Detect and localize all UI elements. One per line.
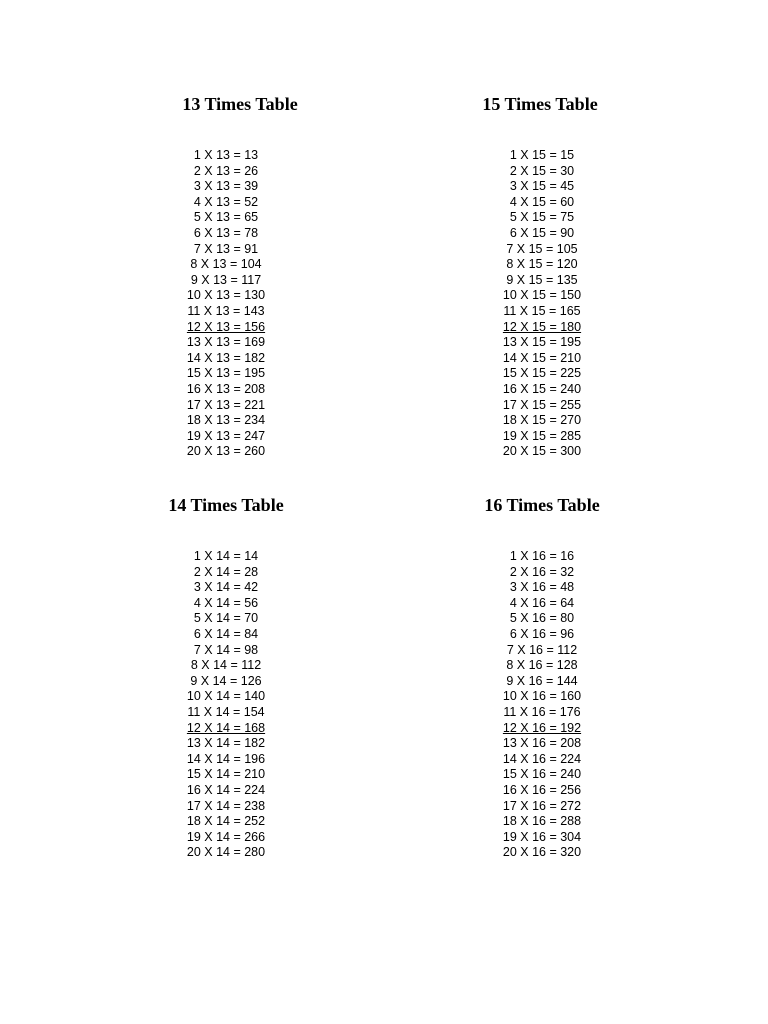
row-text: 15 X 14 = 210 xyxy=(186,767,266,782)
table-row xyxy=(76,658,376,674)
row-text: 16 X 15 = 240 xyxy=(502,381,582,396)
row-text: 8 X 13 = 104 xyxy=(190,257,262,272)
row-text: 1 X 14 = 14 xyxy=(193,549,259,563)
row-text: 7 X 16 = 112 xyxy=(506,642,578,657)
row-text: 10 X 13 = 130 xyxy=(186,288,266,303)
table-row xyxy=(392,611,692,627)
table-row xyxy=(76,366,376,382)
row-text: 13 X 15 = 195 xyxy=(502,335,582,350)
row-text: 5 X 13 = 65 xyxy=(193,210,259,225)
table-row xyxy=(76,611,376,627)
table-row xyxy=(76,721,376,737)
row-text: 5 X 14 = 70 xyxy=(193,611,259,626)
table-row xyxy=(392,413,692,429)
row-text: 13 X 13 = 169 xyxy=(186,335,266,350)
table-row xyxy=(392,689,692,705)
table-title: 16 Times Table xyxy=(484,495,600,515)
row-text: 19 X 15 = 285 xyxy=(502,428,582,443)
row-text: 18 X 14 = 252 xyxy=(186,814,266,829)
row-text: 15 X 13 = 195 xyxy=(186,366,266,381)
table-row xyxy=(392,752,692,768)
table-row xyxy=(392,580,692,596)
row-text: 19 X 16 = 304 xyxy=(502,829,582,844)
row-text: 18 X 13 = 234 xyxy=(186,413,266,428)
table-row xyxy=(76,799,376,815)
table-row xyxy=(76,627,376,643)
table-row xyxy=(76,565,376,581)
table-row xyxy=(76,736,376,752)
table-rows xyxy=(76,148,376,460)
table-row xyxy=(76,783,376,799)
row-text: 8 X 14 = 112 xyxy=(190,658,262,673)
row-text: 17 X 14 = 238 xyxy=(186,798,266,813)
row-text: 7 X 15 = 105 xyxy=(506,241,578,256)
table-row xyxy=(76,444,376,460)
row-text: 10 X 15 = 150 xyxy=(502,288,582,303)
table-row xyxy=(76,767,376,783)
row-text: 12 X 15 = 180 xyxy=(502,319,582,334)
row-text: 10 X 14 = 140 xyxy=(186,689,266,704)
row-text: 14 X 15 = 210 xyxy=(502,350,582,365)
table-row xyxy=(76,845,376,861)
row-text: 14 X 16 = 224 xyxy=(502,751,582,766)
table-row xyxy=(76,304,376,320)
row-text: 15 X 16 = 240 xyxy=(502,767,582,782)
table-row xyxy=(76,195,376,211)
table-row xyxy=(392,288,692,304)
row-text: 8 X 16 = 128 xyxy=(506,658,578,673)
row-text: 3 X 16 = 48 xyxy=(509,580,575,595)
table-row xyxy=(76,257,376,273)
row-text: 9 X 13 = 117 xyxy=(190,272,262,287)
row-text: 20 X 15 = 300 xyxy=(502,444,582,459)
row-text: 6 X 15 = 90 xyxy=(509,225,575,240)
table-row xyxy=(392,429,692,445)
row-text: 6 X 13 = 78 xyxy=(193,225,259,240)
row-text: 1 X 13 = 13 xyxy=(193,148,259,162)
table-row xyxy=(392,335,692,351)
row-text: 2 X 13 = 26 xyxy=(193,163,259,178)
table-row xyxy=(392,148,692,164)
row-text: 12 X 14 = 168 xyxy=(186,720,266,735)
row-text: 1 X 16 = 16 xyxy=(509,549,575,563)
table-row xyxy=(76,814,376,830)
row-text: 17 X 13 = 221 xyxy=(186,397,266,412)
table-row xyxy=(392,658,692,674)
table-row xyxy=(76,320,376,336)
row-text: 2 X 14 = 28 xyxy=(193,564,259,579)
table-row xyxy=(76,643,376,659)
row-text: 3 X 15 = 45 xyxy=(509,179,575,194)
table-row xyxy=(392,210,692,226)
row-text: 11 X 14 = 154 xyxy=(187,704,265,719)
table-row xyxy=(392,195,692,211)
table-row xyxy=(392,830,692,846)
row-text: 14 X 13 = 182 xyxy=(186,350,266,365)
row-text: 12 X 16 = 192 xyxy=(502,720,582,735)
table-row xyxy=(392,273,692,289)
table-row xyxy=(392,304,692,320)
row-text: 16 X 14 = 224 xyxy=(186,782,266,797)
row-text: 13 X 16 = 208 xyxy=(502,736,582,751)
table-row xyxy=(76,288,376,304)
table-title: 15 Times Table xyxy=(482,94,598,114)
table-row xyxy=(392,226,692,242)
table-row xyxy=(76,148,376,164)
row-text: 9 X 16 = 144 xyxy=(506,673,578,688)
table-row xyxy=(392,382,692,398)
table-row xyxy=(392,596,692,612)
row-text: 6 X 14 = 84 xyxy=(193,626,259,641)
row-text: 4 X 13 = 52 xyxy=(193,194,259,209)
row-text: 4 X 16 = 64 xyxy=(509,595,575,610)
table-row xyxy=(76,179,376,195)
row-text: 19 X 14 = 266 xyxy=(186,829,266,844)
row-text: 11 X 15 = 165 xyxy=(503,303,581,318)
table-row xyxy=(76,351,376,367)
table-title: 14 Times Table xyxy=(168,495,284,515)
row-text: 2 X 16 = 32 xyxy=(509,564,575,579)
row-text: 20 X 16 = 320 xyxy=(502,845,582,860)
row-text: 16 X 13 = 208 xyxy=(186,381,266,396)
table-row xyxy=(392,674,692,690)
row-text: 13 X 14 = 182 xyxy=(186,736,266,751)
table-row xyxy=(392,783,692,799)
table-row xyxy=(76,689,376,705)
table-row xyxy=(76,596,376,612)
row-text: 11 X 13 = 143 xyxy=(187,303,265,318)
row-text: 6 X 16 = 96 xyxy=(509,626,575,641)
row-text: 4 X 15 = 60 xyxy=(509,194,575,209)
row-text: 8 X 15 = 120 xyxy=(506,257,578,272)
table-row xyxy=(392,398,692,414)
row-text: 4 X 14 = 56 xyxy=(193,595,259,610)
row-text: 7 X 13 = 91 xyxy=(193,241,259,256)
table-row xyxy=(392,705,692,721)
row-text: 3 X 13 = 39 xyxy=(193,179,259,194)
row-text: 14 X 14 = 196 xyxy=(186,751,266,766)
row-text: 7 X 14 = 98 xyxy=(193,642,259,657)
table-row xyxy=(76,674,376,690)
row-text: 5 X 15 = 75 xyxy=(509,210,575,225)
row-text: 9 X 14 = 126 xyxy=(190,673,262,688)
row-text: 20 X 14 = 280 xyxy=(186,845,266,860)
table-row xyxy=(392,549,692,565)
table-row xyxy=(76,580,376,596)
table-row xyxy=(392,627,692,643)
table-row xyxy=(392,643,692,659)
row-text: 15 X 15 = 225 xyxy=(502,366,582,381)
table-row xyxy=(392,845,692,861)
row-text: 3 X 14 = 42 xyxy=(193,580,259,595)
row-text: 9 X 15 = 135 xyxy=(506,272,578,287)
table-row xyxy=(76,429,376,445)
row-text: 17 X 15 = 255 xyxy=(502,397,582,412)
table-row xyxy=(392,320,692,336)
table-row xyxy=(76,164,376,180)
table-row xyxy=(392,366,692,382)
table-row xyxy=(76,382,376,398)
table-row xyxy=(392,351,692,367)
table-row xyxy=(76,413,376,429)
row-text: 17 X 16 = 272 xyxy=(502,798,582,813)
table-row xyxy=(392,444,692,460)
table-row xyxy=(76,273,376,289)
table-rows xyxy=(392,549,692,861)
table-row xyxy=(392,242,692,258)
table-row xyxy=(76,242,376,258)
table-row xyxy=(392,565,692,581)
table-row xyxy=(76,398,376,414)
row-text: 1 X 15 = 15 xyxy=(509,148,575,162)
row-text: 19 X 13 = 247 xyxy=(186,428,266,443)
table-row xyxy=(392,721,692,737)
table-row xyxy=(392,736,692,752)
table-row xyxy=(392,179,692,195)
row-text: 5 X 16 = 80 xyxy=(509,611,575,626)
table-rows xyxy=(392,148,692,460)
row-text: 12 X 13 = 156 xyxy=(186,319,266,334)
table-row xyxy=(76,752,376,768)
table-row xyxy=(76,335,376,351)
table-row xyxy=(76,210,376,226)
table-row xyxy=(392,814,692,830)
table-row xyxy=(76,705,376,721)
table-row xyxy=(76,226,376,242)
row-text: 16 X 16 = 256 xyxy=(502,782,582,797)
table-title: 13 Times Table xyxy=(182,94,298,114)
row-text: 2 X 15 = 30 xyxy=(509,163,575,178)
row-text: 10 X 16 = 160 xyxy=(502,689,582,704)
table-row xyxy=(392,799,692,815)
row-text: 20 X 13 = 260 xyxy=(186,444,266,459)
table-row xyxy=(392,164,692,180)
table-row xyxy=(76,549,376,565)
row-text: 11 X 16 = 176 xyxy=(503,704,581,719)
row-text: 18 X 16 = 288 xyxy=(502,814,582,829)
table-row xyxy=(392,767,692,783)
table-rows xyxy=(76,549,376,861)
row-text: 18 X 15 = 270 xyxy=(502,413,582,428)
table-row xyxy=(392,257,692,273)
table-row xyxy=(76,830,376,846)
